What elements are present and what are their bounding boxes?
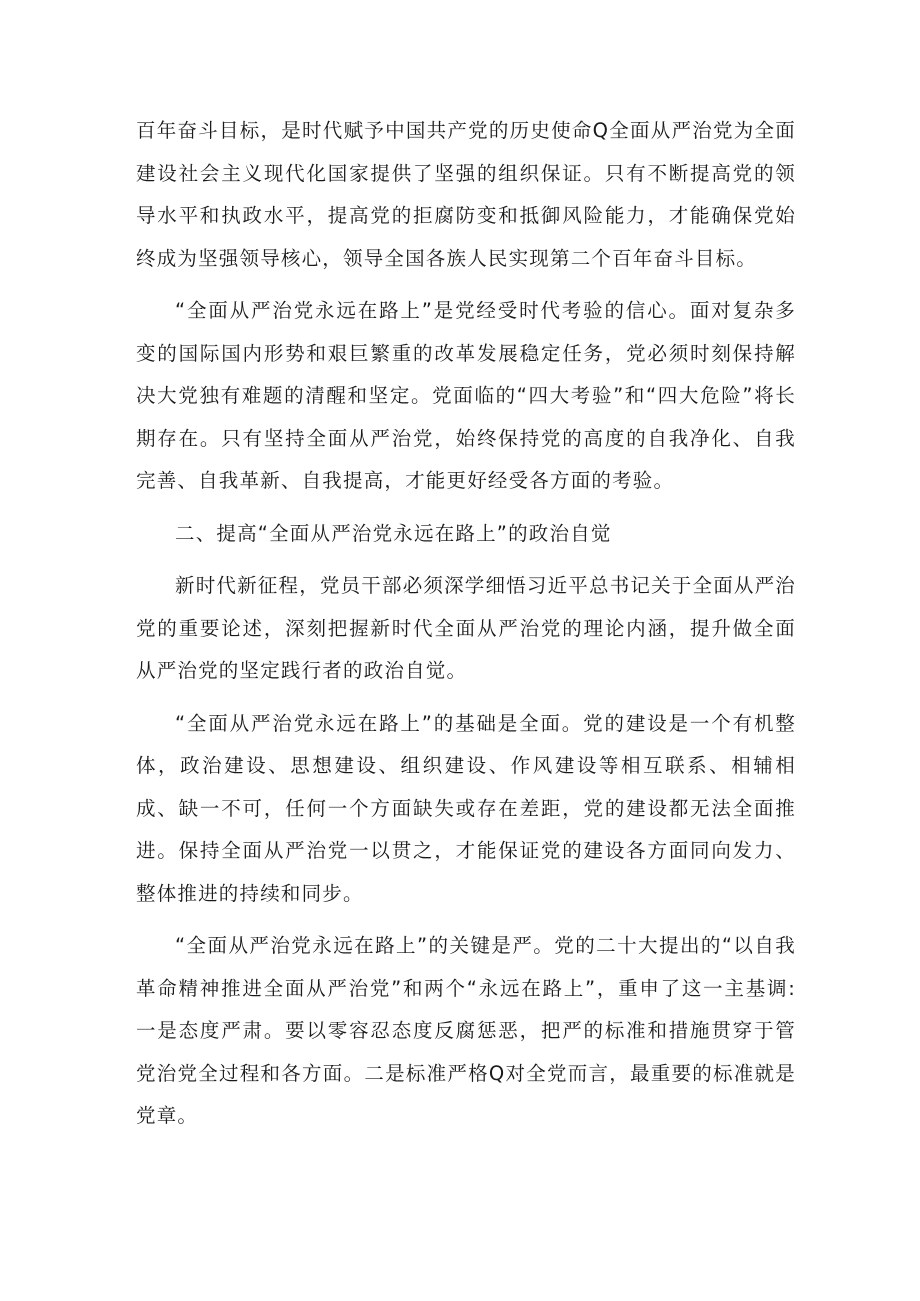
paragraph-1: 百年奋斗目标，是时代赋予中国共产党的历史使命Q全面从严治党为全面建设社会主义现代化国家提供了坚强的组织保证。只有不断提高党的领导水平和执政水平，提高党的拒腐防变和抵御风险能力，才能确保党始终成为坚强领导核心，领导全国各族人民实现第二个百年奋斗目标。 [136, 119, 796, 270]
section-heading: 二、提高“全面从严治党永远在路上”的政治自觉 [175, 521, 612, 545]
paragraph-4: “全面从严治党永远在路上”的基础是全面。党的建设是一个有机整体，政治建设、思想建设、组织建设、作风建设等相互联系、相辅相成、缺一不可，任何一个方面缺失或存在差距，党的建设都无法全面推进。保持全面从严治党一以贯之，才能保证党的建设各方面同向发力、整体推进的持续和同步。 [136, 711, 796, 905]
paragraph-2: “全面从严治党永远在路上”是党经受时代考验的信心。面对复杂多变的国际国内形势和艰巨繁重的改革发展稳定任务，党必须时刻保持解决大党独有难题的清醒和坚定。党面临的“四大考验”和“四大危险”将长期存在。只有坚持全面从严治党，始终保持党的高度的自我净化、自我完善、自我革新、自我提高，才能更好经受各方面的考验。 [136, 299, 796, 492]
paragraph-3: 新时代新征程，党员干部必须深学细悟习近平总书记关于全面从严治党的重要论述，深刻把握新时代全面从严治党的理论内涵，提升做全面从严治党的坚定践行者的政治自觉。 [136, 574, 797, 682]
paragraph-5: “全面从严治党永远在路上”的关键是严。党的二十大提出的“以自我革命精神推进全面从严治党”和两个“永远在路上”，重申了这一主基调:一是态度严肃。要以零容忍态度反腐惩恶，把严的标准和措施贯穿于管党治党全过程和各方面。二是标准严格Q对全党而言，最重要的标准就是党章。 [136, 934, 796, 1127]
document-page [136, 110, 796, 1138]
